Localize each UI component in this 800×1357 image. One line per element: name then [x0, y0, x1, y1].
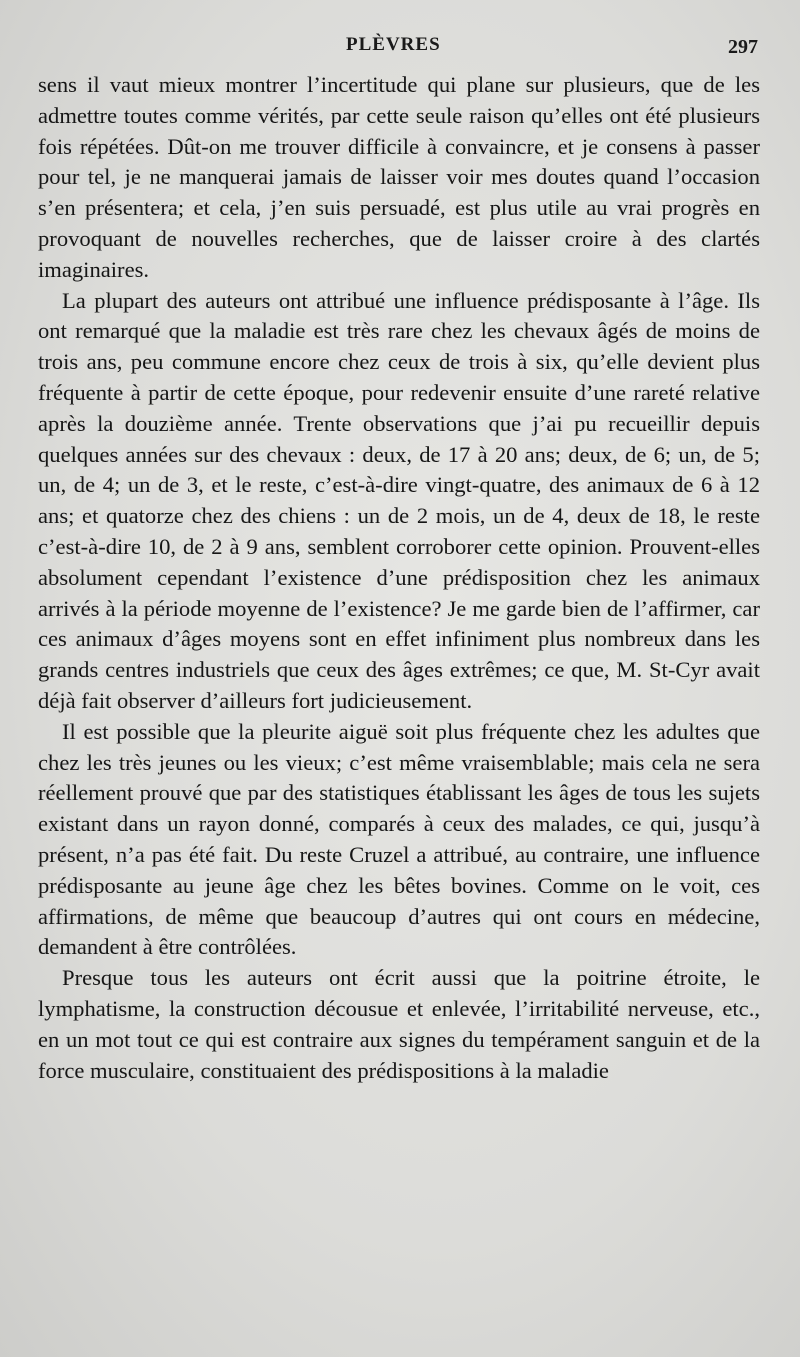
- paragraph-constitution: Presque tous les auteurs ont écrit aussi que la poitrine étroite, le lymphatisme, la construction décousue et enlevée, l’irritabilité nerveuse, etc., en un mot tout ce qui est contraire aux signes du tempérament sanguin et de la force musculaire, constituaient des prédispositions à la maladie: [38, 965, 760, 1083]
- body-text: [38, 70, 760, 1086]
- paragraph-continued: sens il vaut mieux montrer l’incertitude qui plane sur plusieurs, que de les admettre toutes comme vérités, par cette seule raison qu’elles ont été plusieurs fois répétées. Dût-on me trouver difficile à convaincre, et je consens à passer pour tel, je ne manquerai jamais de laisser voir mes doutes quand l’occasion s’en présentera; et cela, j’en suis persuadé, est plus utile au vrai progrès en provoquant de nouvelles recherches, que de laisser croire à des clartés imaginaires.: [38, 72, 760, 282]
- page-header: [0, 34, 800, 60]
- paragraph-age-predisposition: La plupart des auteurs ont attribué une influence prédisposante à l’âge. Ils ont remarqué que la maladie est très rare chez les chevaux âgés de moins de trois ans, peu commune encore chez ceux de trois à six, qu’elle devient plus fréquente à partir de cette époque, pour redevenir ensuite d’une rareté relative après la douzième année. Trente observations que j’ai pu recueillir depuis quelques années sur des chevaux : deux, de 17 à 20 ans; deux, de 6; un, de 5; un, de 4; un de 3, et le reste, c’est-à-dire vingt-quatre, des animaux de 6 à 12 ans; et quatorze chez des chiens : un de 2 mois, un de 4, deux de 18, le reste c’est-à-dire 10, de 2 à 9 ans, semblent corroborer cette opinion. Prouvent-elles absolument cependant l’existence d’une prédisposition chez les animaux arrivés à la période moyenne de l’existence? Je me garde bien de l’affirmer, car ces animaux d’âges moyens sont en effet infiniment plus nombreux dans les grands centres industriels que ceux des âges extrêmes; ce que, M. St-Cyr avait déjà fait observer d’ailleurs fort judicieusement.: [38, 287, 760, 713]
- running-title: PLÈVRES: [346, 34, 441, 55]
- page-number: 297: [728, 36, 758, 58]
- paragraph-pleurisy-adults: Il est possible que la pleurite aiguë soit plus fréquente chez les adultes que chez les très jeunes ou les vieux; c’est même vraisemblable; mais cela ne sera réellement prouvé que par des statistiques établissant les âges de tous les sujets existant dans un rayon donné, comparés à ceux des malades, ce qui, jusqu’à présent, n’a pas été fait. Du reste Cruzel a attribué, au contraire, une influence prédisposante au jeune âge chez les bêtes bovines. Comme on le voit, ces affirmations, de même que beaucoup d’autres qui ont cours en médecine, demandent à être contrôlées.: [38, 718, 760, 960]
